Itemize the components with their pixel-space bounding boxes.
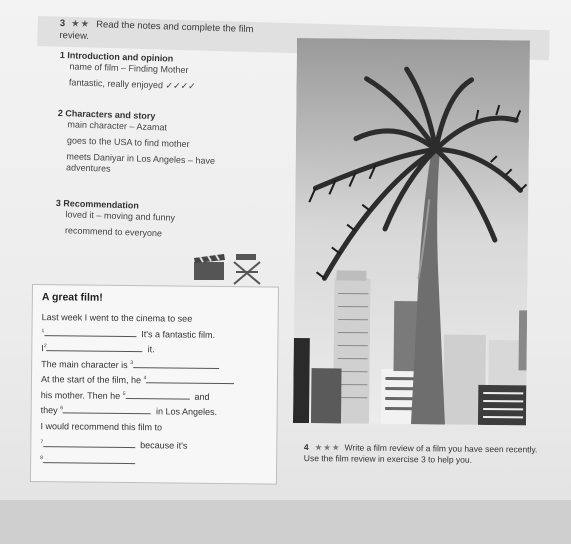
answer-blank-6[interactable]	[63, 404, 151, 414]
answer-blank-4[interactable]	[146, 374, 234, 384]
palm-tree-city-photo	[293, 38, 530, 425]
notes-section-3	[55, 198, 176, 245]
answer-blank-7[interactable]	[43, 438, 135, 448]
review-line: they $^6$ in Los Angeles.	[40, 405, 218, 417]
answer-blank-2[interactable]	[47, 342, 143, 352]
notes-section-1	[59, 50, 197, 97]
review-title: A great film!	[41, 291, 103, 304]
notes-line: name of film – Finding Mother	[69, 61, 189, 76]
review-line: At the start of the film, he $^4$	[41, 372, 234, 387]
review-line: $^1$ It's a fantastic film.	[41, 328, 216, 340]
review-line: his mother. Then he $^5$ and	[40, 390, 210, 402]
exercise-instruction: Read the notes and complete the film review.	[59, 19, 254, 42]
review-line: Last week I went to the cinema to see	[41, 312, 193, 324]
notes-line: meets Daniyar in Los Angeles – have adventures	[65, 151, 216, 174]
notes-heading: 3 Recommendation	[55, 198, 139, 211]
film-review-box	[30, 284, 279, 485]
exercise-number: 4	[303, 442, 309, 453]
exercise-instruction: Write a film review of a film you have seen recently. Use the film review in exercise 3 to help you.	[303, 442, 538, 465]
review-line: $I^2$ it.	[41, 343, 155, 355]
exercise-number: 3	[59, 18, 66, 30]
answer-blank-3[interactable]	[133, 359, 219, 369]
review-line: The main character is $^3$	[41, 357, 219, 372]
notes-line: loved it – moving and funny	[65, 209, 176, 223]
answer-blank-5[interactable]	[125, 390, 189, 400]
difficulty-stars-icon: ★★	[70, 18, 91, 30]
notes-line: fantastic, really enjoyed ✓✓✓✓	[68, 77, 196, 92]
answer-blank-1[interactable]	[44, 327, 136, 337]
review-line: $^7$ because it's	[40, 439, 188, 451]
review-line: I would recommend this film to	[40, 421, 163, 433]
notes-line: goes to the USA to find mother	[66, 135, 190, 150]
review-line: 8	[40, 453, 135, 467]
answer-blank-8[interactable]	[43, 454, 135, 464]
notes-heading: 2 Characters and story	[57, 108, 156, 122]
film-clapper-chair-icon	[190, 248, 270, 288]
notes-section-2	[56, 108, 248, 184]
notes-line: recommend to everyone	[64, 225, 163, 239]
notes-line: main character – Azamat	[67, 119, 168, 133]
notes-heading: 1 Introduction and opinion	[59, 50, 174, 64]
exercise-4	[304, 442, 544, 467]
page-bottom-margin	[0, 500, 571, 544]
difficulty-stars-icon: ★★★	[314, 442, 341, 453]
